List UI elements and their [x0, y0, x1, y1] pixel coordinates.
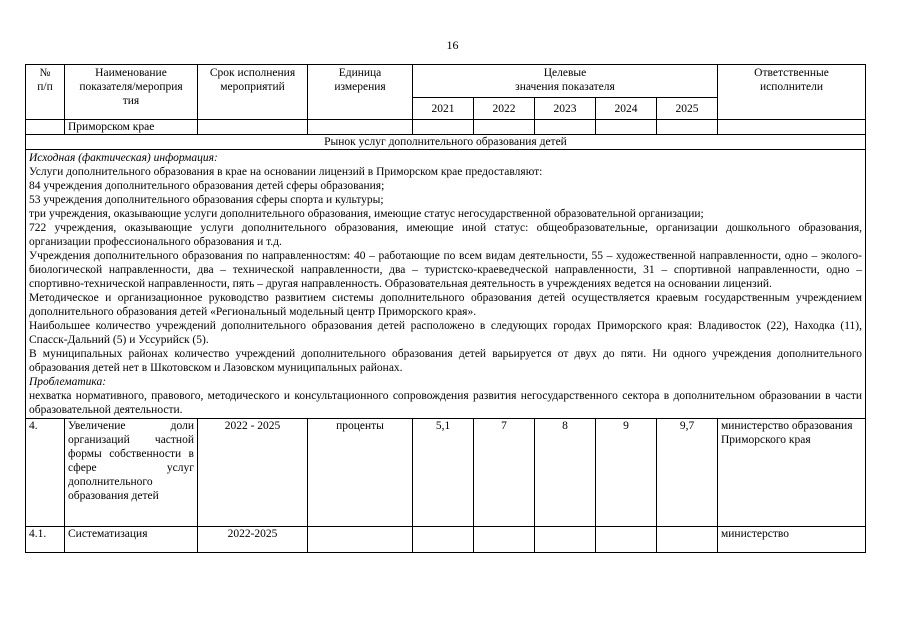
- row-unit: [308, 527, 413, 553]
- info-block: [26, 150, 866, 419]
- indicators-table: [25, 64, 866, 553]
- row-value: 8: [535, 419, 596, 527]
- cont-name: Приморском крае: [65, 120, 198, 135]
- header-year: 2025: [657, 98, 718, 120]
- cont-cell: [413, 120, 474, 135]
- problems-text: нехватка нормативного, правового, методического и консультационного сопровождения развития негосударственного сектора в дополнительном образовании в части образовательной деятельности.: [29, 390, 862, 416]
- row-value: [413, 527, 474, 553]
- info-paragraph: Учреждения дополнительного образования по направленностям: 40 – работающие по всем видам деятельности, 55 – художественной направленности, одно – эколого-биологической направленности, два – технической направленности, два – туристско-краеведческой направленности, 31 – спортивной направленности, одно – спортивно-технической направленности, пять – другая направленность. Образовательная деятельность в учреждениях ведется на основании лицензий.: [29, 250, 862, 290]
- row-unit: проценты: [308, 419, 413, 527]
- header-year: 2024: [596, 98, 657, 120]
- row-num: 4.1.: [26, 527, 65, 553]
- info-paragraph: 53 учреждения дополнительного образования сферы спорта и культуры;: [29, 194, 384, 206]
- header-responsible: Ответственные исполнители: [718, 65, 866, 120]
- row-value: [596, 527, 657, 553]
- row-value: [474, 527, 535, 553]
- header-year: 2022: [474, 98, 535, 120]
- info-paragraph: три учреждения, оказывающие услуги дополнительного образования, имеющие статус негосударственной образовательной организации;: [29, 208, 704, 220]
- section-title: Рынок услуг дополнительного образования детей: [26, 135, 866, 150]
- header-num: № п/п: [26, 65, 65, 120]
- row-value: 9,7: [657, 419, 718, 527]
- header-targets: Целевые значения показателя: [413, 65, 718, 98]
- header-year: 2021: [413, 98, 474, 120]
- row-value: 9: [596, 419, 657, 527]
- row-num: 4.: [26, 419, 65, 527]
- problems-heading: Проблематика:: [29, 376, 107, 388]
- cont-cell: [308, 120, 413, 135]
- row-name: Систематизация: [65, 527, 198, 553]
- cont-cell: [718, 120, 866, 135]
- cont-cell: [474, 120, 535, 135]
- cont-cell: [198, 120, 308, 135]
- row-value: [535, 527, 596, 553]
- page-number: 16: [446, 38, 459, 52]
- row-responsible: министерство образования Приморского края: [718, 419, 866, 527]
- row-deadline: 2022-2025: [198, 527, 308, 553]
- row-value: 7: [474, 419, 535, 527]
- header-name: Наименование показателя/мероприя тия: [65, 65, 198, 120]
- cont-cell: [657, 120, 718, 135]
- header-year: 2023: [535, 98, 596, 120]
- cont-num: [26, 120, 65, 135]
- row-responsible: министерство: [718, 527, 866, 553]
- info-paragraph: 84 учреждения дополнительного образования детей сферы образования;: [29, 180, 385, 192]
- info-paragraph: 722 учреждения, оказывающие услуги дополнительного образования, имеющие иной статус: общеобразовательные, организации дошкольного образования, организации профессионального образования и т.д.: [29, 222, 862, 248]
- cont-cell: [535, 120, 596, 135]
- row-deadline: 2022 - 2025: [198, 419, 308, 527]
- info-paragraph: Методическое и организационное руководство развитием системы дополнительного образования детей осуществляется краевым государственным учреждением дополнительного образования детей «Региональный модельный центр Приморского края».: [29, 292, 862, 318]
- info-paragraph: В муниципальных районах количество учреждений дополнительного образования детей варьируется от двух до пяти. Ни одного учреждения дополнительного образования детей нет в Шкотовском и Лазовском муниципальных районах.: [29, 348, 862, 374]
- row-value: [657, 527, 718, 553]
- row-name: Увеличение доли организаций частной формы собственности в сфере услуг дополнительного образования детей: [65, 419, 198, 527]
- cont-cell: [596, 120, 657, 135]
- info-heading: Исходная (фактическая) информация:: [29, 152, 218, 164]
- header-deadline: Срок исполнения мероприятий: [198, 65, 308, 120]
- header-unit: Единица измерения: [308, 65, 413, 120]
- info-paragraph: Наибольшее количество учреждений дополнительного образования детей расположено в следующих городах Приморского края: Владивосток (22), Находка (11), Спасск-Дальний (5) и Уссурийск (5).: [29, 320, 862, 346]
- row-value: 5,1: [413, 419, 474, 527]
- info-paragraph: Услуги дополнительного образования в крае на основании лицензий в Приморском крае предоставляют:: [29, 166, 543, 178]
